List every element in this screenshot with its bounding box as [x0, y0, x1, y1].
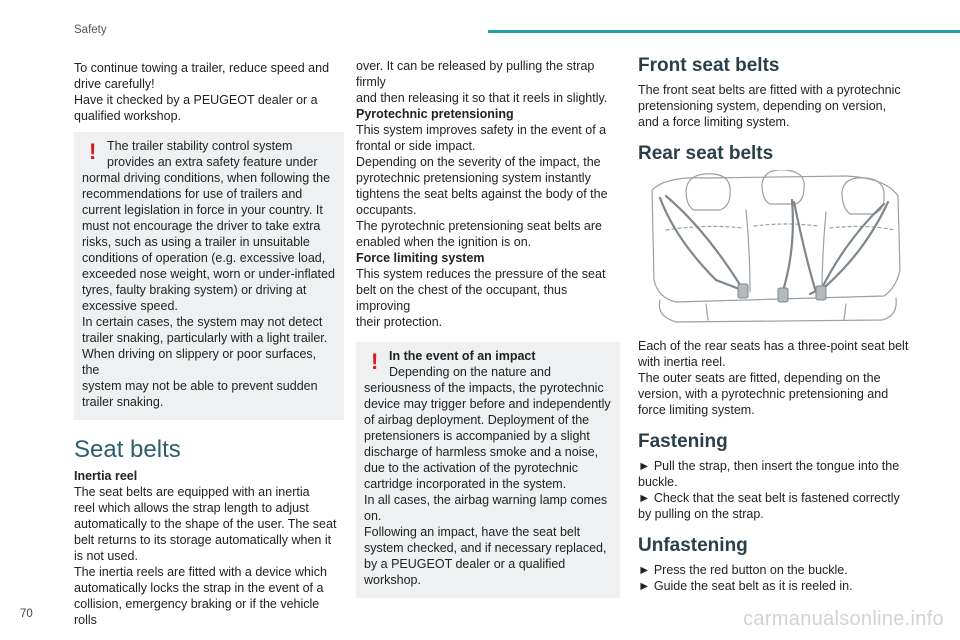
inertia-reel-heading: Inertia reel: [74, 469, 138, 483]
trailer-stability-note: ! The trailer stability control system provides an extra safety feature under normal driving conditions, when following the recommendations for use of trailers and current legislation in force in your country. It must not encourage the driver to take extra risks, such as using a trailer in unsuitable conditions of operation (e.g. excessive load, exceeded nose weight, worn or under-inflated tyres, faulty braking system) or driving at excessive speed. In certain cases, the system may not detect trailer snaking, particularly with a light trailer. When driving on slippery or poor surfaces, the system may not be able to prevent sudden trailer snaking.: [74, 132, 344, 420]
column-2: [356, 58, 620, 598]
rear-seat-belts-title: Rear seat belts: [638, 143, 774, 164]
header-accent-bar: [488, 30, 960, 33]
impact-note: ! In the event of an impact Depending on the nature and seriousness of the impacts, the pyrotechnic device may trigger before and independently of airbag deployment. Deployment of the pretensioners is accompanied by a slight discharge of harmless smoke and a noise, due to the activation of the pyrotechnic cartridge incorporated in the system. In all cases, the airbag warning lamp comes on. Following an impact, have the seat belt system checked, and if necessary replaced, by a PEUGEOT dealer or a qualified workshop.: [356, 342, 620, 598]
fastening-steps: ► Pull the strap, then insert the tongue into the buckle. ► Check that the seat belt is fastened correctly by pulling on the strap.: [638, 459, 900, 521]
force-limiting-section: Force limiting system This system reduces the pressure of the seat belt on the chest of the occupant, thus improving their protection.: [356, 250, 620, 330]
front-seat-belts-title: Front seat belts: [638, 55, 780, 76]
column-3: [638, 55, 910, 594]
force-limiting-heading: Force limiting system: [356, 251, 485, 265]
warning-icon: !: [371, 349, 379, 374]
front-seat-belts-text: The front seat belts are fitted with a pyrotechnic pretensioning system, depending on version, and a force limiting system.: [638, 83, 901, 129]
pyrotechnic-heading: Pyrotechnic pretensioning: [356, 107, 514, 121]
running-header: Safety: [74, 24, 107, 36]
pyrotechnic-section: Pyrotechnic pretensioning This system improves safety in the event of a frontal or side impact. Depending on the severity of the impact, the pyrotechnic pretensioning system instantly tightens the seat belts against the body of the occupants. The pyrotechnic pretensioning seat belts are enabled when the ignition is on.: [356, 106, 620, 250]
watermark: carmanualsonline.info: [743, 608, 944, 630]
page-number: 70: [20, 608, 33, 620]
rear-seat-illustration: [646, 170, 904, 328]
unfastening-steps: ► Press the red button on the buckle. ► Guide the seat belt as it is reeled in.: [638, 563, 853, 593]
warning-icon: !: [89, 139, 97, 164]
towing-intro: To continue towing a trailer, reduce speed and drive carefully! Have it checked by a PEUGEOT dealer or a qualified workshop.: [74, 61, 330, 123]
fastening-title: Fastening: [638, 431, 728, 452]
rear-seat-belts-text: Each of the rear seats has a three-point seat belt with inertia reel. The outer seats are fitted, depending on the version, with a pyrotechnic pretensioning and force limiting system.: [638, 339, 909, 417]
rear-seat-belts-drawing: [646, 170, 904, 328]
inertia-continued: over. It can be released by pulling the strap firmly and then releasing it so that it reels in slightly.: [356, 59, 608, 105]
unfastening-title: Unfastening: [638, 535, 748, 556]
inertia-reel-section: Inertia reel The seat belts are equipped with an inertia reel which allows the strap length to adjust automatically to the shape of the user. The seat belt returns to its storage automatically when it is not used. The inertia reels are fitted with a device which automatically locks the strap in the event of a collision, emergency braking or if the vehicle rolls: [74, 468, 344, 628]
seat-belts-title: Seat belts: [74, 436, 181, 463]
column-1: [74, 60, 344, 628]
